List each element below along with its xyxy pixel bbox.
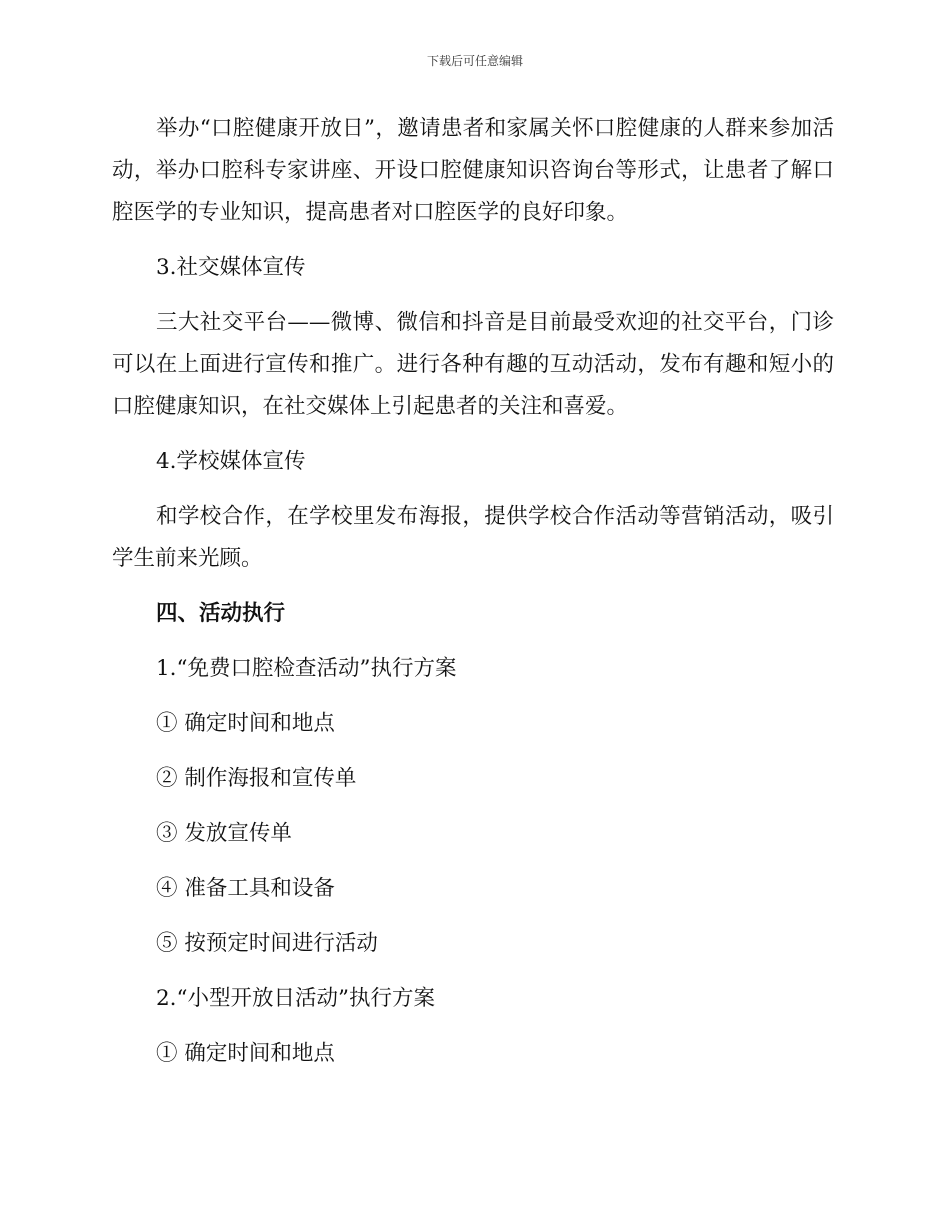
paragraph-open-day: 举办“口腔健康开放日”，邀请患者和家属关怀口腔健康的人群来参加活动，举办口腔科专家讲座、开设口腔健康知识咨询台等形式，让患者了解口腔医学的专业知识，提高患者对口腔医学的良好印象。 (112, 116, 834, 225)
heading-social-media: 3.社交媒体宣传 (156, 255, 306, 280)
section-title-execution: 四、活动执行 (156, 601, 286, 626)
plan-2-step: ① 确定时间和地点 (156, 1041, 335, 1066)
plan-1-title: 1.“免费口腔检查活动”执行方案 (156, 656, 457, 681)
plan-1-step: ③ 发放宣传单 (156, 821, 292, 846)
plan-1-step: ② 制作海报和宣传单 (156, 766, 357, 791)
paragraph-school-media: 和学校合作，在学校里发布海报，提供学校合作活动等营销活动，吸引学生前来光顾。 (112, 504, 834, 571)
heading-school-media: 4.学校媒体宣传 (156, 449, 306, 474)
plan-1-step: ④ 准备工具和设备 (156, 876, 335, 901)
plan-2-title: 2.“小型开放日活动”执行方案 (156, 986, 435, 1011)
paragraph-social-media: 三大社交平台——微博、微信和抖音是目前最受欢迎的社交平台，门诊可以在上面进行宣传和推广。进行各种有趣的互动活动，发布有趣和短小的口腔健康知识，在社交媒体上引起患者的关注和喜爱。 (112, 310, 834, 419)
document-body (112, 108, 834, 1088)
plan-1-step: ⑤ 按预定时间进行活动 (156, 931, 378, 956)
page-header: 下载后可任意编辑 (426, 54, 523, 68)
plan-1-step: ① 确定时间和地点 (156, 711, 335, 736)
